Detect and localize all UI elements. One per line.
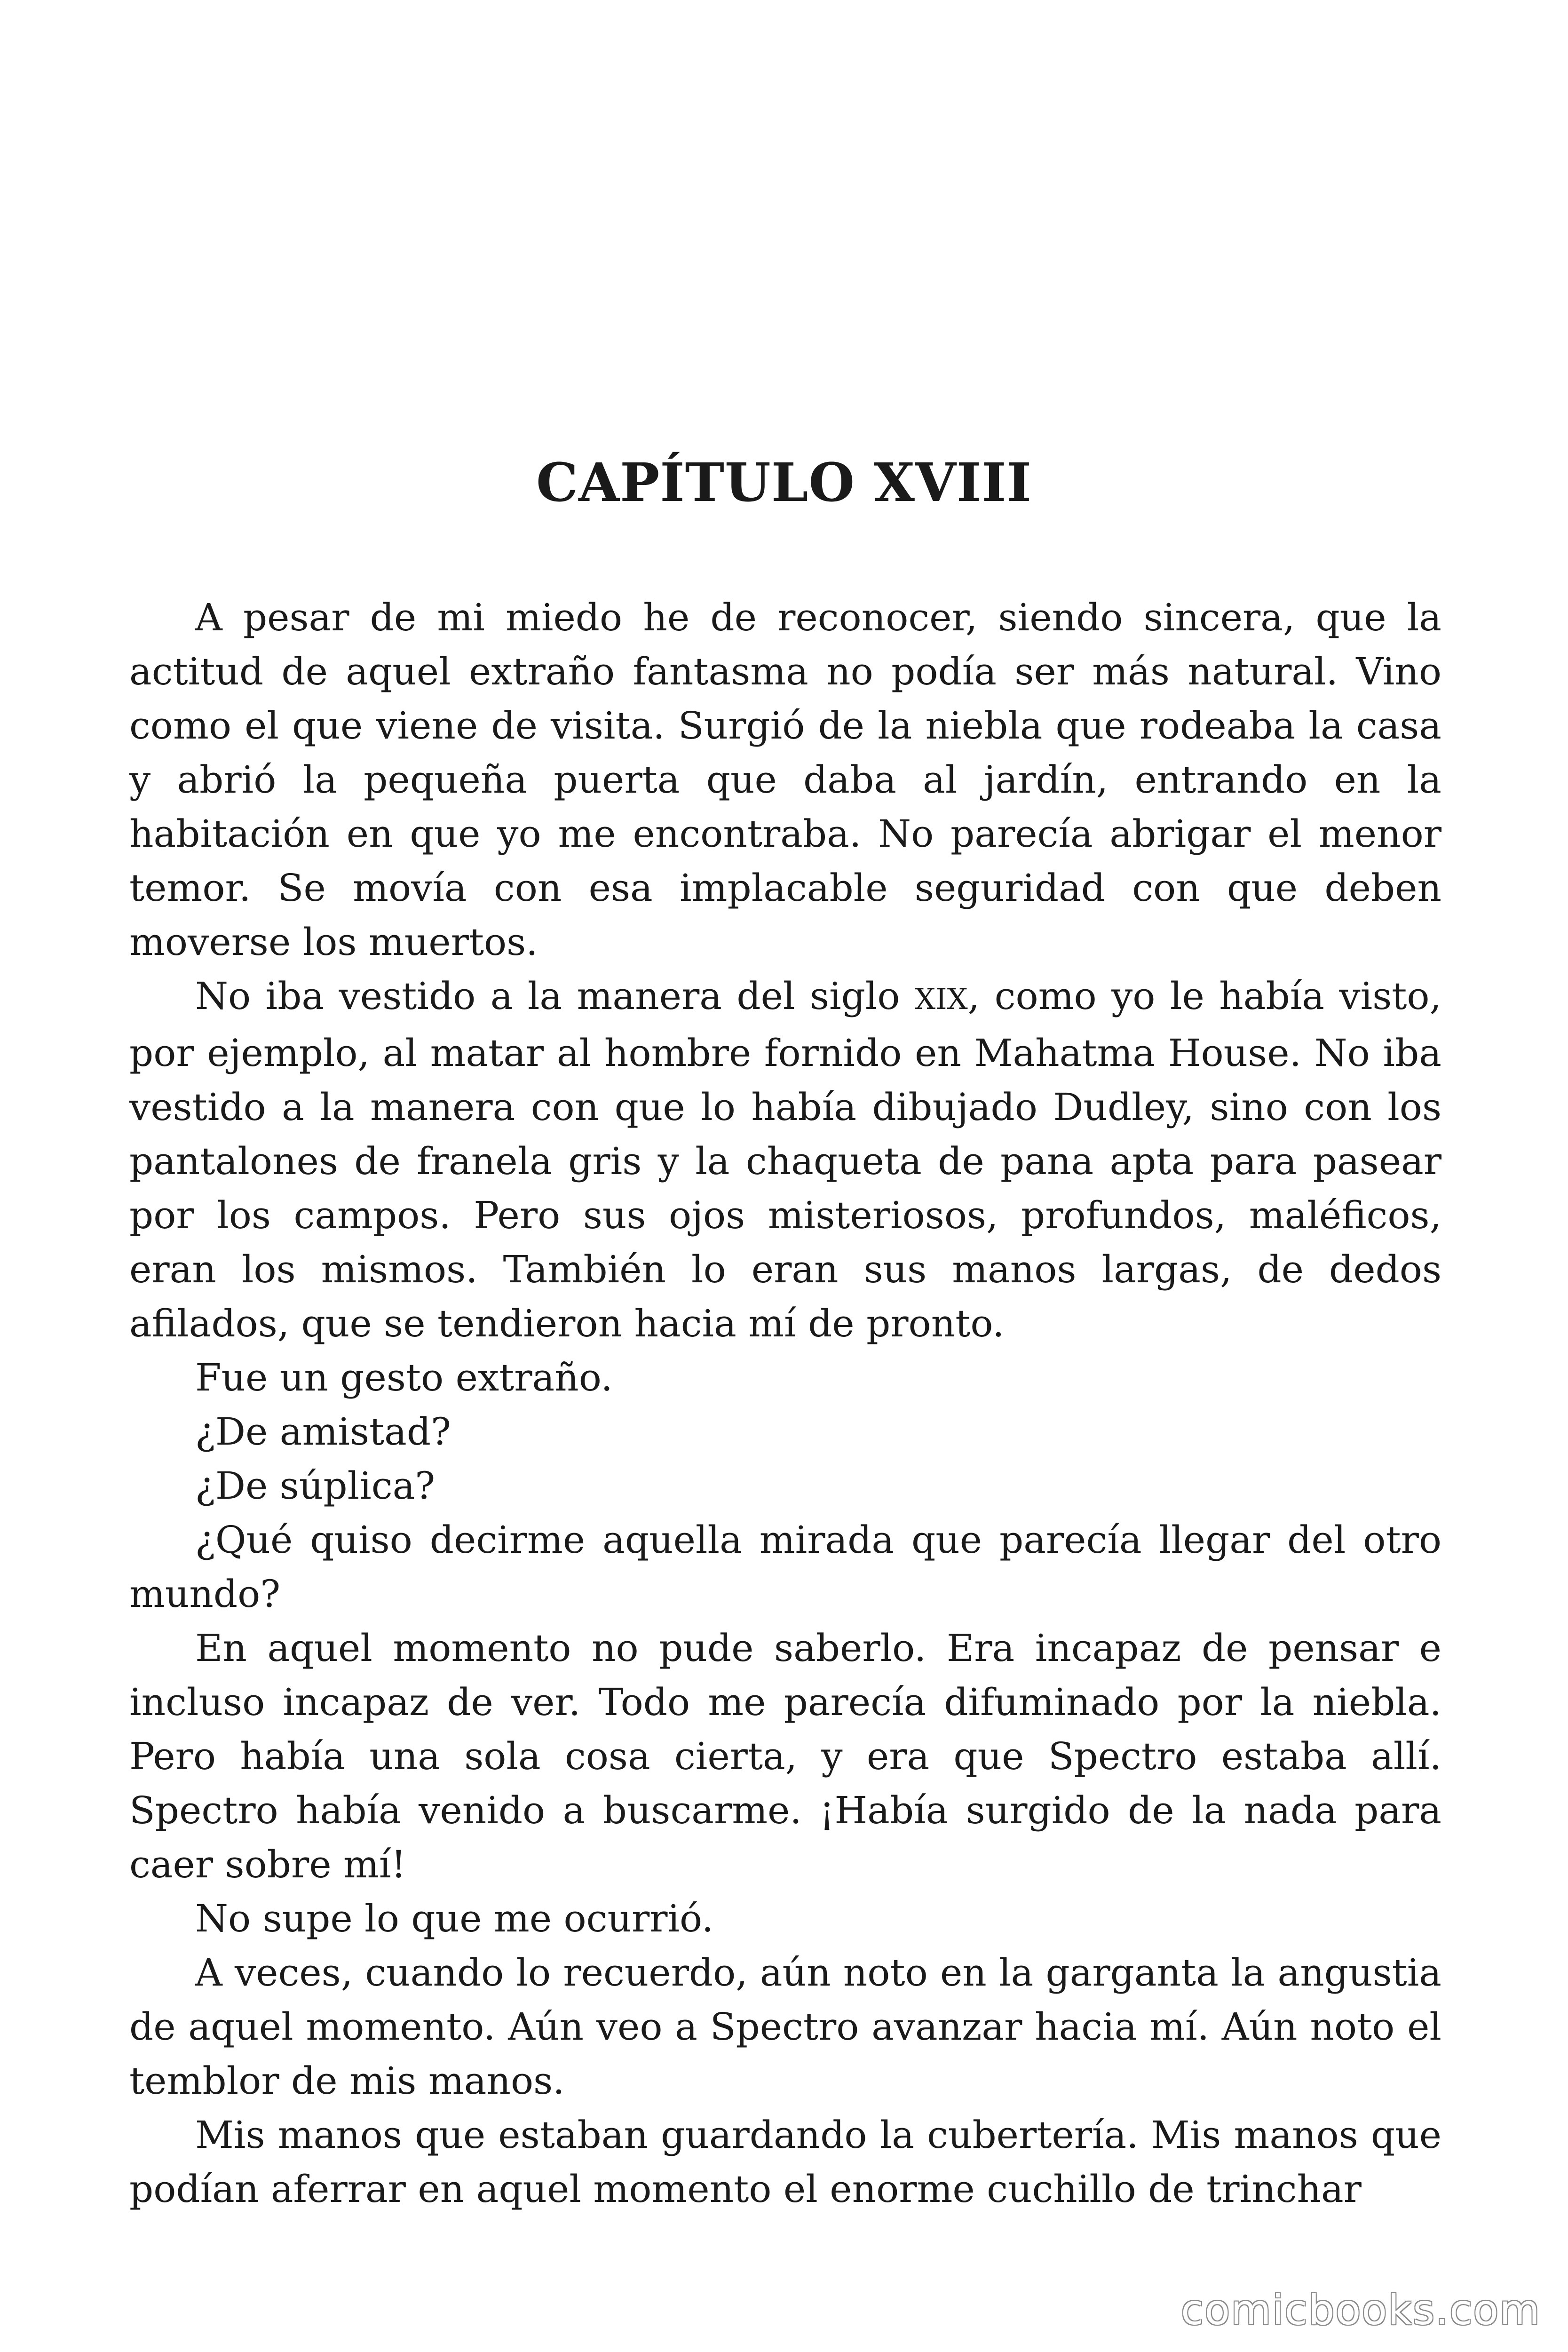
- site-watermark: comicbooks.com: [1180, 2286, 1541, 2334]
- paragraph: ¿De súplica?: [195, 1464, 436, 1508]
- paragraph-text: , como yo le había visto, por ejemplo, al matar al hombre fornido en Mahatma House. No iba vestido a la manera con que lo había dibujado Dudley, sino con los pantalones de franela gris y la chaqueta de pana apta para pasear por los campos. Pero sus ojos misteriosos, profundos, maléficos, eran los mismos. También lo eran sus manos largas, de dedos afilados, que se tendieron hacia mí de pronto.: [129, 974, 1442, 1345]
- paragraph-text: No iba vestido a la manera del siglo: [195, 974, 915, 1018]
- paragraph: Fue un gesto extraño.: [195, 1356, 613, 1399]
- paragraph: Mis manos que estaban guardando la cubertería. Mis manos que podían aferrar en aquel momento el enorme cuchillo de trinchar: [129, 2113, 1441, 2211]
- paragraph: A pesar de mi miedo he de reconocer, siendo sincera, que la actitud de aquel extraño fantasma no podía ser más natural. Vino como el que viene de visita. Surgió de la niebla que rodeaba la casa y abrió la pequeña puerta que daba al jardín, entrando en la habitación en que yo me encontraba. No parecía abrigar el menor temor. Se movía con esa implacable seguridad con que deben moverse los muertos.: [129, 596, 1441, 964]
- paragraph: ¿De amistad?: [195, 1410, 451, 1454]
- chapter-title: CAPÍTULO XVIII: [536, 452, 1032, 514]
- paragraph: No supe lo que me ocurrió.: [195, 1897, 714, 1940]
- century-numeral: XIX: [915, 982, 968, 1016]
- paragraph: En aquel momento no pude saberlo. Era incapaz de pensar e incluso incapaz de ver. Todo me parecía difuminado por la niebla. Pero había una sola cosa cierta, y era que Spectro estaba allí. Spectro había venido a buscarme. ¡Había surgido de la nada para caer sobre mí!: [129, 1626, 1441, 1886]
- chapter-body: [129, 590, 1441, 2216]
- paragraph: [129, 969, 1441, 1351]
- paragraph: A veces, cuando lo recuerdo, aún noto en la garganta la angustia de aquel momento. Aún veo a Spectro avanzar hacia mí. Aún noto el temblor de mis manos.: [129, 1951, 1441, 2103]
- paragraph: ¿Qué quiso decirme aquella mirada que parecía llegar del otro mundo?: [129, 1518, 1441, 1616]
